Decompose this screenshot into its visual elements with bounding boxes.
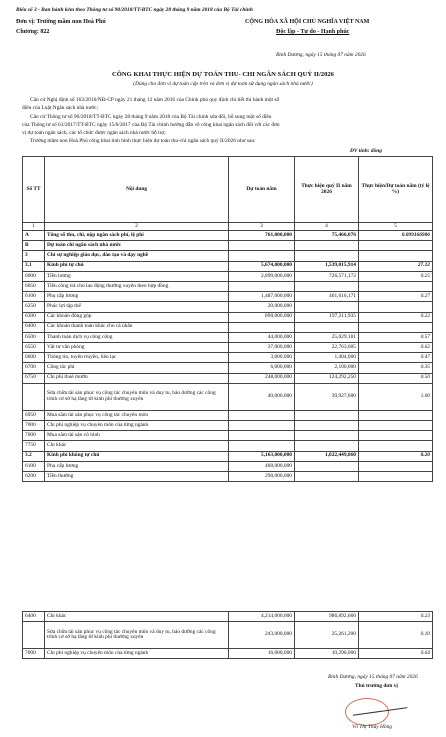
header-stt: Số TT (23, 157, 45, 223)
row-code: 3.2 (23, 451, 45, 461)
row-actual: 986,892,660 (295, 612, 359, 622)
row-actual (295, 281, 359, 291)
row-ratio: 0.099166986 (359, 231, 433, 241)
row-estimate: 16,000,000 (229, 649, 295, 659)
row-actual (295, 461, 359, 471)
row-actual: 726,571,172 (295, 271, 359, 281)
column-number-row (23, 223, 433, 231)
row-code: 6000 (23, 271, 45, 281)
row-code: 7750 (23, 441, 45, 451)
table-row (23, 271, 433, 281)
document-title: CÔNG KHAI THỰC HIỆN DỰ TOÁN THU- CHI NGÂN SÁCH QUÝ II/2026 (112, 71, 334, 78)
table-row (23, 363, 433, 373)
row-estimate: 6,000,000 (229, 363, 295, 373)
row-code: 6250 (23, 302, 45, 312)
row-ratio: 0.64 (359, 649, 433, 659)
row-actual (295, 471, 359, 481)
row-actual (295, 241, 359, 251)
row-code: 7000 (23, 421, 45, 431)
row-actual: 1,404,000 (295, 353, 359, 363)
table-row (23, 251, 433, 261)
row-code: 6400 (23, 612, 45, 622)
row-estimate: 890,000,000 (229, 312, 295, 322)
row-content: Chi khác (45, 441, 229, 451)
row-actual (295, 431, 359, 441)
signer-role: Thủ trưởng đơn vị (355, 683, 398, 689)
row-content: Sửa chữa tài sản phục vụ công tác chuyên môn và duy tu, bảo dưỡng các công trình cơ sở hạ tầng từ kinh phí thường xuyên (45, 622, 229, 649)
row-content: Các khoản thanh toán khác cho cá nhân (45, 322, 229, 332)
row-ratio (359, 302, 433, 312)
row-actual (295, 441, 359, 451)
row-ratio: 0.22 (359, 312, 433, 322)
row-estimate: 761,000,000 (229, 231, 295, 241)
row-actual: 124,292,250 (295, 373, 359, 383)
row-estimate (229, 281, 295, 291)
col-number: 1 (23, 223, 45, 231)
row-actual: 1,539,015,914 (295, 261, 359, 271)
currency-unit: ĐV tính: đồng (350, 148, 382, 154)
row-estimate: 40,000,000 (229, 383, 295, 410)
table-row (23, 461, 433, 471)
row-actual: 10,296,000 (295, 649, 359, 659)
table-row (23, 373, 433, 383)
row-estimate (229, 441, 295, 451)
row-actual: 2,100,000 (295, 363, 359, 373)
header-date: Bình Dương, ngày 15 tháng 07 năm 2026 (276, 52, 366, 58)
row-code: 6100 (23, 461, 45, 471)
row-estimate: 290,000,000 (229, 471, 295, 481)
row-code: A (23, 231, 45, 241)
row-code: 7000 (23, 649, 45, 659)
row-actual: 1,022,449,860 (295, 451, 359, 461)
row-estimate: 5,674,000,000 (229, 261, 295, 271)
row-actual: 22,763,605 (295, 343, 359, 353)
row-content: Thông tin, tuyên truyền, liên lạc (45, 353, 229, 363)
form-reference: Biểu số 3 - Ban hành kèm theo Thông tư số 90/2018/TT-BTC ngày 28 tháng 9 năm 2018 của Bộ Tài chính (16, 7, 253, 13)
col-number: 4 (295, 223, 359, 231)
row-ratio: 0.50 (359, 373, 433, 383)
row-code: 6200 (23, 471, 45, 481)
row-code: 6700 (23, 363, 45, 373)
row-code: 7000 (23, 431, 45, 441)
row-actual (295, 410, 359, 420)
row-content: Tiền công trả cho lao động thường xuyên theo hợp đồng (45, 281, 229, 291)
row-ratio: 27.12 (359, 261, 433, 271)
row-ratio: 0.25 (359, 271, 433, 281)
row-ratio: 0.47 (359, 353, 433, 363)
row-estimate: 44,000,000 (229, 332, 295, 342)
table-row (23, 471, 433, 481)
unit-name: Đơn vị: Trường mầm non Hoà Phú (16, 19, 106, 25)
row-content: Phụ cấp lương (45, 292, 229, 302)
row-content: Mua sắm tài sản vô hình (45, 431, 229, 441)
table-row (23, 649, 433, 659)
row-content: Vật tư văn phòng (45, 343, 229, 353)
row-estimate: 1,487,000,000 (229, 292, 295, 302)
row-actual: 25,029,181 (295, 332, 359, 342)
table-row (23, 292, 433, 302)
row-estimate (229, 241, 295, 251)
row-estimate: 248,000,000 (229, 373, 295, 383)
table-row (23, 410, 433, 420)
document-subtitle: (Dùng cho đơn vị dự toán cấp trên và đơn vị dự toán sử dụng ngân sách nhà nước) (133, 81, 313, 87)
col-number: 3 (229, 223, 295, 231)
row-code: 6550 (23, 343, 45, 353)
row-actual (295, 302, 359, 312)
row-estimate: 20,000,000 (229, 302, 295, 312)
col-number: 5 (359, 223, 433, 231)
intro-line: Trường mầm non Hoà Phú công khai tình hình thực hiện dự toán thu-chi ngân sách quý II/2026 như sau: (30, 138, 256, 144)
signer-name: Võ Thị Thủy Hồng (352, 724, 392, 730)
row-content: Chi phí nghiệp vụ chuyên môn của từng ngành (45, 421, 229, 431)
row-ratio: 0.57 (359, 332, 433, 342)
row-code: 3 (23, 251, 45, 261)
header-content: Nội dung (45, 157, 229, 223)
row-estimate: 243,000,000 (229, 622, 295, 649)
row-content: Phụ cấp lương (45, 461, 229, 471)
row-code (23, 383, 45, 410)
row-content: Chi sự nghiệp giáo dục, đào tạo và dạy nghề (45, 251, 229, 261)
row-content: Dự toán chi ngân sách nhà nước (45, 241, 229, 251)
row-ratio: 0.35 (359, 363, 433, 373)
row-code: 6600 (23, 353, 45, 363)
row-ratio (359, 251, 433, 261)
row-actual: 39,927,600 (295, 383, 359, 410)
row-actual: 197,311,935 (295, 312, 359, 322)
table-row (23, 343, 433, 353)
table-row (23, 441, 433, 451)
row-estimate: 400,000,000 (229, 461, 295, 471)
row-actual (295, 421, 359, 431)
row-content: Tiền lương (45, 271, 229, 281)
chapter: Chương: 822 (16, 29, 50, 35)
row-ratio: 0.62 (359, 343, 433, 353)
row-estimate (229, 251, 295, 261)
intro-line: Căn cứ Thông tư số 90/2018/TT-BTC ngày 28 tháng 9 năm 2018 của Bộ Tài chính sửa đổi, bổ sung một số điều (30, 114, 272, 120)
row-estimate: 2,899,000,000 (229, 271, 295, 281)
table-row (23, 332, 433, 342)
intro-line: điều của Luật Ngân sách nhà nước; (22, 105, 99, 111)
row-estimate (229, 421, 295, 431)
row-actual (295, 322, 359, 332)
table-row (23, 302, 433, 312)
row-code: 6500 (23, 332, 45, 342)
row-ratio (359, 441, 433, 451)
row-content: Chi phí nghiệp vụ chuyên môn của từng ngành (45, 649, 229, 659)
table-row (23, 612, 433, 622)
row-ratio: 0.10 (359, 622, 433, 649)
table-row (23, 312, 433, 322)
table-row (23, 353, 433, 363)
row-code: 6400 (23, 322, 45, 332)
row-code: 6050 (23, 281, 45, 291)
header-ratio: Thực hiện/Dự toán năm (tỷ lệ %) (359, 157, 433, 223)
row-actual: 25,261,200 (295, 622, 359, 649)
intro-line: của Thông tư số 61/2017/TT-BTC ngày 15/6/2017 của Bộ Tài chính hướng dẫn về công khai ngân sách đối với các đơn (22, 122, 280, 128)
row-code: 6750 (23, 373, 45, 383)
row-content: Các khoản đóng góp (45, 312, 229, 322)
table-row (23, 451, 433, 461)
row-ratio (359, 471, 433, 481)
row-ratio (359, 431, 433, 441)
row-content: Thanh toán dịch vụ công cộng (45, 332, 229, 342)
table-row (23, 261, 433, 271)
row-ratio (359, 281, 433, 291)
row-content: Chi phí thuê mướn (45, 373, 229, 383)
row-content: Tiền thưởng (45, 471, 229, 481)
footer-date: Bình Dương, ngày 15 tháng 07 năm 2026 (328, 674, 418, 680)
row-ratio (359, 421, 433, 431)
budget-table (22, 156, 433, 482)
row-ratio (359, 461, 433, 471)
row-estimate (229, 410, 295, 420)
row-ratio: 0.27 (359, 292, 433, 302)
row-estimate (229, 431, 295, 441)
header-actual: Thực hiện quý II năm 2026 (295, 157, 359, 223)
row-content: Kinh phí không tự chủ (45, 451, 229, 461)
budget-table-continued (22, 611, 433, 659)
row-content: Tổng số thu, chi, nộp ngân sách phí, lệ phí (45, 231, 229, 241)
row-code: 6100 (23, 292, 45, 302)
table-row (23, 431, 433, 441)
col-number: 2 (45, 223, 229, 231)
table-row (23, 421, 433, 431)
row-ratio: 1.00 (359, 383, 433, 410)
row-ratio: 0.23 (359, 612, 433, 622)
row-content: Mua sắm tài sản phục vụ công tác chuyên môn (45, 410, 229, 420)
row-estimate: 37,000,000 (229, 343, 295, 353)
row-code: B (23, 241, 45, 251)
row-actual (295, 251, 359, 261)
row-content: Kinh phí tự chủ (45, 261, 229, 271)
row-actual: 75,466,076 (295, 231, 359, 241)
header-estimate: Dự toán năm (229, 157, 295, 223)
country-name: CỘNG HÒA XÃ HỘI CHỦ NGHĨA VIỆT NAM (245, 19, 370, 25)
row-estimate: 4,214,000,000 (229, 612, 295, 622)
row-code: 3.1 (23, 261, 45, 271)
row-code: 6300 (23, 312, 45, 322)
row-code: 6950 (23, 410, 45, 420)
row-ratio: 0.20 (359, 451, 433, 461)
intro-line: vị dự toán ngân sách, các tổ chức được ngân sách nhà nước hỗ trợ; (22, 130, 166, 136)
row-content: Chi khác (45, 612, 229, 622)
row-content: Công tác phí (45, 363, 229, 373)
row-content: Phúc lợi tập thể (45, 302, 229, 312)
table-row (23, 383, 433, 410)
national-motto: Độc lập - Tự do - Hạnh phúc (276, 29, 350, 35)
table-row (23, 322, 433, 332)
row-content: Sửa chữa tài sản phục vụ công tác chuyên môn và duy tu, bảo dưỡng các công trình cơ sở hạ tầng từ kinh phí thường xuyên (45, 383, 229, 410)
row-estimate: 3,000,000 (229, 353, 295, 363)
table-row (23, 231, 433, 241)
row-estimate: 5,163,000,000 (229, 451, 295, 461)
row-actual: 401,616,171 (295, 292, 359, 302)
row-code (23, 622, 45, 649)
table-row (23, 241, 433, 251)
row-ratio (359, 322, 433, 332)
table-row (23, 622, 433, 649)
row-ratio (359, 410, 433, 420)
table-row (23, 281, 433, 291)
row-ratio (359, 241, 433, 251)
table-header-row (23, 157, 433, 223)
intro-line: Căn cứ Nghị định số 163/2016/NĐ-CP ngày 21 tháng 12 năm 2016 của Chính phủ quy định chi tiết thi hành một số (30, 97, 280, 103)
row-estimate (229, 322, 295, 332)
